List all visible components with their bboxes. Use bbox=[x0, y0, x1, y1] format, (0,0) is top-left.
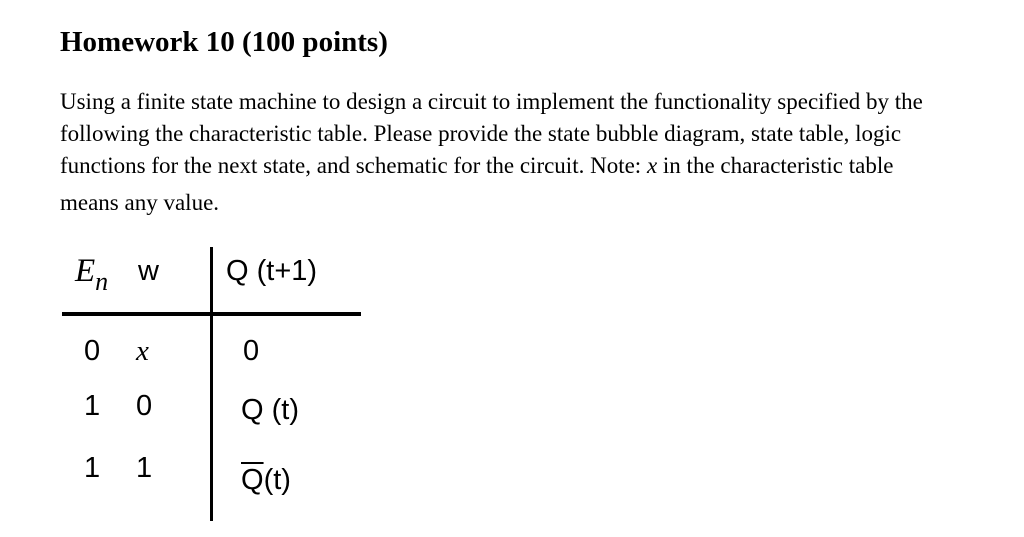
row-3-output-q-bar: $\overline{Q}$ bbox=[241, 464, 264, 496]
header-next-state: Q (t+1) bbox=[226, 255, 318, 287]
page-title: Homework 10 (100 points) bbox=[60, 26, 388, 58]
description-line: following the characteristic table. Please provide the state bubble diagram, state table, logic bbox=[60, 121, 902, 146]
row-2-output bbox=[241, 393, 299, 427]
row-1-output: 0 bbox=[243, 335, 260, 367]
header-en bbox=[75, 251, 109, 296]
row-1-w: x bbox=[136, 335, 149, 367]
description-line: Using a finite state machine to design a circuit to implement the functionality specified by the bbox=[60, 89, 923, 114]
row-3-output bbox=[241, 463, 291, 497]
description-line: means any value. bbox=[60, 190, 220, 215]
header-w: w bbox=[138, 255, 159, 287]
row-2-output-time: (t) bbox=[263, 394, 299, 426]
header-en-base: E bbox=[75, 253, 96, 289]
description-text: in the characteristic table bbox=[657, 153, 894, 178]
header-en-subscript: n bbox=[95, 267, 109, 296]
table-header-divider bbox=[62, 312, 361, 316]
row-3-en: 1 bbox=[84, 452, 101, 484]
row-1-en: 0 bbox=[84, 335, 101, 367]
row-2-w: 0 bbox=[136, 390, 153, 422]
description-text: functions for the next state, and schematic for the circuit. Note: bbox=[60, 153, 647, 178]
row-3-w: 1 bbox=[136, 452, 153, 484]
table-vertical-divider bbox=[210, 247, 213, 521]
row-3-output-time: (t) bbox=[263, 464, 291, 496]
row-2-output-q: Q bbox=[241, 394, 264, 426]
variable-x: x bbox=[646, 153, 658, 178]
row-2-en: 1 bbox=[84, 390, 101, 422]
